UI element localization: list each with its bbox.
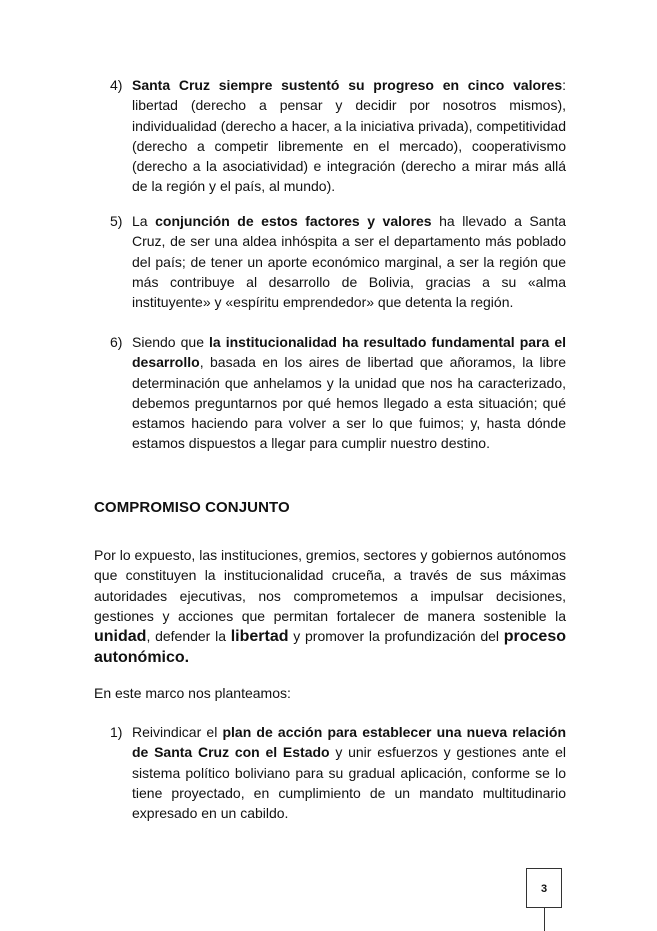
body-text: , defender la <box>146 628 231 645</box>
emphasis-proceso-autonomico: proceso autonómico. <box>94 628 566 667</box>
body-text: , basada en los aires de libertad que añoramos, la libre determinación que anhelamos y la unidad que nos ha caracterizado, debemos preguntarnos por qué hemos llegado a esta situación; qué estamos haciendo para volver a ser lo que fuimos; y, hasta dónde estamos dispuestos a llegar para cumplir nuestro destino. <box>132 354 566 452</box>
body-text: ha llevado a Santa Cruz, de ser una aldea inhóspita a ser el departamento más poblado del país; de tener un aporte económico marginal, a ser la región que más contribuye al desarrollo de Bolivia, gracias a su «alma instituyente» y «espíritu emprendedor» que detenta la región. <box>132 213 566 311</box>
list-number: 5) <box>110 213 123 229</box>
list-number: 4) <box>110 77 123 93</box>
bold-text: la institucionalidad ha resultado fundamental para el desarrollo <box>132 334 566 371</box>
list-item-1 <box>110 722 566 823</box>
page-number-line <box>544 908 545 931</box>
body-text: y promover la profundización del <box>288 628 504 645</box>
page-number: 3 <box>540 883 548 895</box>
body-text: : libertad (derecho a pensar y decidir por nosotros mismos), individualidad (derecho a hacer, a la iniciativa privada), competitividad (derecho a competir libremente en el mercado), cooperativismo (derecho a la asociatividad) e integración (derecho a mirar más allá de la región y el país, al mundo). <box>132 77 566 195</box>
bold-text: Santa Cruz siempre sustentó su progreso en cinco valores <box>132 77 563 93</box>
section-heading: COMPROMISO CONJUNTO <box>94 499 290 516</box>
list-number: 6) <box>110 334 123 350</box>
list-number: 1) <box>110 724 123 740</box>
body-text: Siendo que <box>132 334 210 350</box>
list-item-6 <box>110 332 566 454</box>
list-item-5 <box>110 211 566 312</box>
body-text: La <box>132 213 156 229</box>
body-text: Reivindicar el <box>132 724 223 740</box>
bold-text: conjunción de estos factores y valores <box>155 213 432 229</box>
emphasis-unidad: unidad <box>94 628 147 646</box>
list-item-4 <box>110 75 566 197</box>
body-text: y unir esfuerzos y gestiones ante el sistema político boliviano para su gradual aplicación, conforme se lo tiene proyectado, en cumplimiento de un mandato multitudinario expresado en un cabildo. <box>132 744 566 822</box>
page-number-box <box>526 868 562 908</box>
emphasis-libertad: libertad <box>230 628 289 646</box>
paragraph-intro: En este marco nos planteamos: <box>94 685 291 701</box>
bold-text: plan de acción para establecer una nueva relación de Santa Cruz con el Estado <box>132 724 566 761</box>
paragraph-commitment <box>94 545 566 669</box>
body-text: Por lo expuesto, las instituciones, gremios, sectores y gobiernos autónomos que constituyen la institucionalidad cruceña, a través de sus máximas autoridades ejecutivas, nos comprometemos a impulsar decisiones, gestiones y acciones que permitan fortalecer de manera sostenible la <box>94 547 566 624</box>
